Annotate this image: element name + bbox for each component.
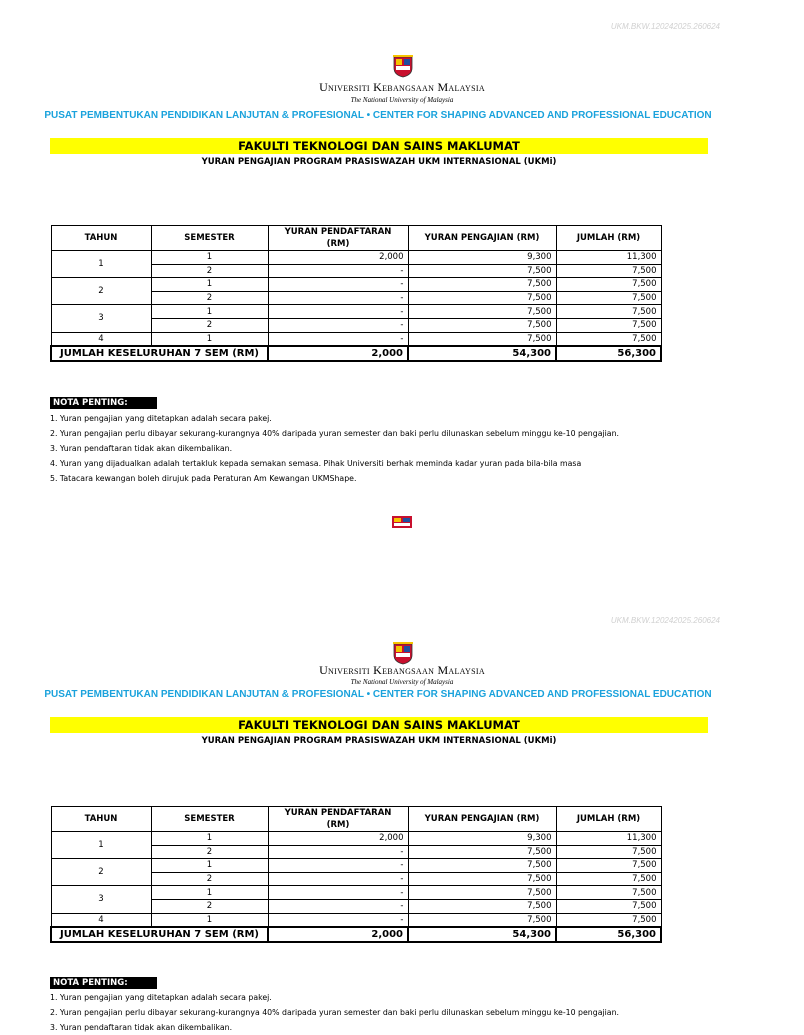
semester-cell: 1 — [151, 332, 268, 346]
note-item: 3. Yuran pendaftaran tidak akan dikembalikan. — [50, 1023, 233, 1032]
table-row — [51, 913, 661, 927]
semester-cell: 1 — [151, 832, 268, 846]
jumlah-cell: 7,500 — [556, 899, 661, 913]
tahun-cell: 3 — [51, 886, 151, 913]
note-item: 1. Yuran pengajian yang ditetapkan adalah secara pakej. — [50, 993, 272, 1002]
pengajian-cell: 7,500 — [408, 264, 556, 278]
semester-cell: 2 — [151, 845, 268, 859]
jumlah-cell: 7,500 — [556, 872, 661, 886]
header-jumlah: JUMLAH (RM) — [556, 226, 661, 251]
jumlah-cell: 7,500 — [556, 845, 661, 859]
total-row — [51, 346, 661, 361]
tahun-cell: 1 — [51, 832, 151, 859]
pengajian-cell: 7,500 — [408, 859, 556, 873]
ukm-crest-icon — [392, 641, 414, 665]
pendaftaran-cell: - — [268, 886, 408, 900]
pengajian-cell: 9,300 — [408, 832, 556, 846]
tahun-cell: 2 — [51, 859, 151, 886]
nota-penting-label: NOTA PENTING: — [50, 397, 157, 409]
table-row — [51, 886, 661, 900]
notes-list — [50, 411, 750, 486]
header-tahun: TAHUN — [51, 807, 151, 832]
total-pendaftaran: 2,000 — [268, 346, 408, 361]
university-name: Universiti Kebangsaan Malaysia — [319, 80, 485, 94]
fee-table — [50, 225, 662, 362]
nota-penting-label: NOTA PENTING: — [50, 977, 157, 989]
note-item: 2. Yuran pengajian perlu dibayar sekurang-kurangnya 40% daripada yuran semester dan baki perlu dilunaskan sebelum minggu ke-10 pengajian. — [50, 429, 620, 438]
table-row — [51, 278, 661, 292]
pendaftaran-cell: - — [268, 264, 408, 278]
semester-cell: 1 — [151, 886, 268, 900]
tahun-cell: 1 — [51, 251, 151, 278]
center-banner: PUSAT PEMBENTUKAN PENDIDIKAN LANJUTAN & PROFESIONAL • CENTER FOR SHAPING ADVANCED AND PROFESSIONAL EDUCATION — [44, 689, 712, 700]
tahun-cell: 4 — [51, 913, 151, 927]
semester-cell: 2 — [151, 291, 268, 305]
header-tahun: TAHUN — [51, 226, 151, 251]
pengajian-cell: 7,500 — [408, 899, 556, 913]
header-jumlah: JUMLAH (RM) — [556, 807, 661, 832]
pengajian-cell: 7,500 — [408, 845, 556, 859]
tahun-cell: 3 — [51, 305, 151, 332]
center-banner: PUSAT PEMBENTUKAN PENDIDIKAN LANJUTAN & PROFESIONAL • CENTER FOR SHAPING ADVANCED AND PROFESSIONAL EDUCATION — [44, 110, 712, 121]
pendaftaran-cell: - — [268, 332, 408, 346]
tahun-cell: 2 — [51, 278, 151, 305]
note-item: 4. Yuran yang dijadualkan adalah tertakluk kepada semakan semasa. Pihak Universiti berhak meminda kadar yuran pada bila-bila masa — [50, 459, 582, 468]
header-pengajian: YURAN PENGAJIAN (RM) — [408, 807, 556, 832]
table-row — [51, 332, 661, 346]
fee-table — [50, 806, 662, 943]
semester-cell: 2 — [151, 899, 268, 913]
pengajian-cell: 7,500 — [408, 278, 556, 292]
pengajian-cell: 9,300 — [408, 251, 556, 265]
pendaftaran-cell: 2,000 — [268, 251, 408, 265]
semester-cell: 1 — [151, 913, 268, 927]
header-pendaftaran: YURAN PENDAFTARAN (RM) — [268, 807, 408, 832]
total-pengajian: 54,300 — [408, 927, 556, 942]
document-subtitle: YURAN PENGAJIAN PROGRAM PRASISWAZAH UKM INTERNASIONAL (UKMi) — [201, 736, 557, 746]
semester-cell: 2 — [151, 318, 268, 332]
pendaftaran-cell: - — [268, 872, 408, 886]
footer-crest-icon — [392, 516, 412, 528]
jumlah-cell: 7,500 — [556, 886, 661, 900]
pendaftaran-cell: - — [268, 845, 408, 859]
notes-list — [50, 990, 750, 1035]
ukm-crest-icon — [392, 54, 414, 78]
faculty-title: FAKULTI TEKNOLOGI DAN SAINS MAKLUMAT — [50, 717, 708, 733]
jumlah-cell: 7,500 — [556, 305, 661, 319]
university-subtitle: The National University of Malaysia — [350, 678, 454, 686]
total-pengajian: 54,300 — [408, 346, 556, 361]
semester-cell: 1 — [151, 251, 268, 265]
header-pengajian: YURAN PENGAJIAN (RM) — [408, 226, 556, 251]
pendaftaran-cell: - — [268, 318, 408, 332]
semester-cell: 1 — [151, 859, 268, 873]
document-page-2 — [0, 581, 768, 1032]
reference-code: UKM.BKW.120242025.260624 — [610, 22, 720, 31]
total-jumlah: 56,300 — [556, 927, 661, 942]
pendaftaran-cell: - — [268, 305, 408, 319]
table-row — [51, 251, 661, 265]
table-row — [51, 832, 661, 846]
pendaftaran-cell: - — [268, 913, 408, 927]
total-label: JUMLAH KESELURUHAN 7 SEM (RM) — [51, 346, 268, 361]
jumlah-cell: 11,300 — [556, 832, 661, 846]
table-row — [51, 305, 661, 319]
pendaftaran-cell: - — [268, 899, 408, 913]
table-header-row — [51, 807, 661, 832]
jumlah-cell: 7,500 — [556, 332, 661, 346]
pengajian-cell: 7,500 — [408, 872, 556, 886]
jumlah-cell: 7,500 — [556, 859, 661, 873]
header-semester: SEMESTER — [151, 226, 268, 251]
pendaftaran-cell: - — [268, 278, 408, 292]
total-pendaftaran: 2,000 — [268, 927, 408, 942]
document-subtitle: YURAN PENGAJIAN PROGRAM PRASISWAZAH UKM INTERNASIONAL (UKMi) — [201, 157, 557, 167]
total-label: JUMLAH KESELURUHAN 7 SEM (RM) — [51, 927, 268, 942]
pendaftaran-cell: - — [268, 859, 408, 873]
note-item: 1. Yuran pengajian yang ditetapkan adalah secara pakej. — [50, 414, 272, 423]
semester-cell: 2 — [151, 264, 268, 278]
total-row — [51, 927, 661, 942]
pengajian-cell: 7,500 — [408, 318, 556, 332]
jumlah-cell: 7,500 — [556, 913, 661, 927]
jumlah-cell: 7,500 — [556, 278, 661, 292]
total-jumlah: 56,300 — [556, 346, 661, 361]
faculty-title: FAKULTI TEKNOLOGI DAN SAINS MAKLUMAT — [50, 138, 708, 154]
header-semester: SEMESTER — [151, 807, 268, 832]
pendaftaran-cell: 2,000 — [268, 832, 408, 846]
pengajian-cell: 7,500 — [408, 886, 556, 900]
header-pendaftaran: YURAN PENDAFTARAN (RM) — [268, 226, 408, 251]
note-item: 3. Yuran pendaftaran tidak akan dikembalikan. — [50, 444, 233, 453]
tahun-cell: 4 — [51, 332, 151, 346]
jumlah-cell: 7,500 — [556, 318, 661, 332]
reference-code: UKM.BKW.120242025.260624 — [610, 616, 720, 625]
jumlah-cell: 11,300 — [556, 251, 661, 265]
table-row — [51, 859, 661, 873]
note-item: 2. Yuran pengajian perlu dibayar sekurang-kurangnya 40% daripada yuran semester dan baki perlu dilunaskan sebelum minggu ke-10 pengajian. — [50, 1008, 620, 1017]
pengajian-cell: 7,500 — [408, 913, 556, 927]
table-header-row — [51, 226, 661, 251]
pengajian-cell: 7,500 — [408, 332, 556, 346]
semester-cell: 1 — [151, 278, 268, 292]
university-name: Universiti Kebangsaan Malaysia — [319, 663, 485, 677]
semester-cell: 1 — [151, 305, 268, 319]
jumlah-cell: 7,500 — [556, 291, 661, 305]
note-item: 5. Tatacara kewangan boleh dirujuk pada Peraturan Am Kewangan UKMShape. — [50, 474, 357, 483]
pengajian-cell: 7,500 — [408, 291, 556, 305]
pendaftaran-cell: - — [268, 291, 408, 305]
university-subtitle: The National University of Malaysia — [350, 96, 454, 104]
semester-cell: 2 — [151, 872, 268, 886]
pengajian-cell: 7,500 — [408, 305, 556, 319]
jumlah-cell: 7,500 — [556, 264, 661, 278]
